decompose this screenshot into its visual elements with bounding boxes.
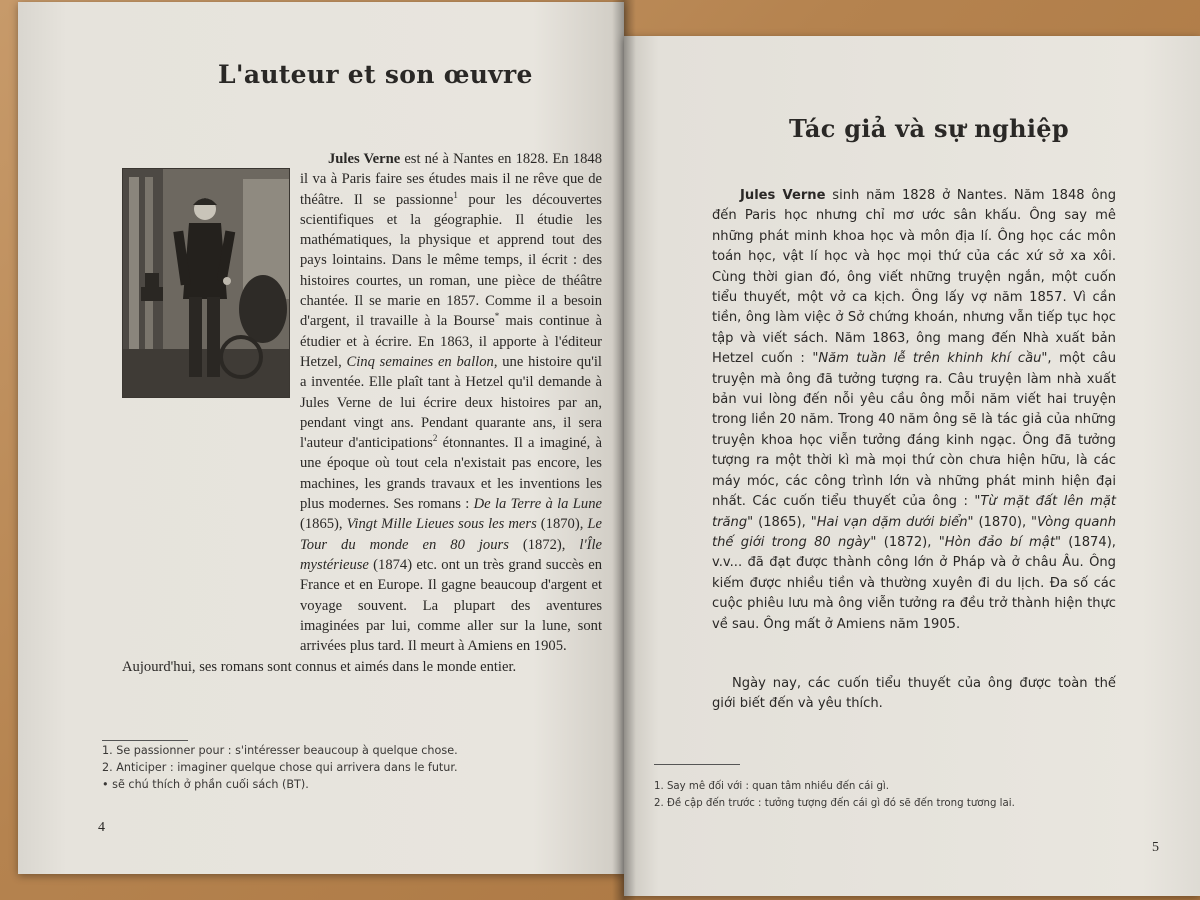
left-page-title: L'auteur et son œuvre [218, 60, 533, 89]
book-gutter-shadow [612, 0, 636, 900]
right-page-number: 5 [1152, 840, 1159, 855]
left-footnotes [102, 742, 602, 793]
right-footnotes [654, 778, 1154, 812]
footnote-star: • sẽ chú thích ở phần cuối sách (BT). [102, 778, 309, 791]
right-main-paragraph: Jules Verne sinh năm 1828 ở Nantes. Năm 1848 ông đến Paris học nhưng chỉ mơ ước sân khấu. Ông say mê những phát minh khoa học và môn địa lí. Ông học các môn toán học, vật lí học và học mọi thứ của các xứ sở xa xôi. Cùng thời gian đó, ông viết những truyện ngắn, một cuốn tiểu thuyết, một vở ca kịch. Ông lấy vợ năm 1857. Vì cần tiền, ông làm việc ở Sở chứng khoán, nhưng vẫn tiếp tục học tập và viết sách. Năm 1863, ông mang đến Nhà xuất bản Hetzel cuốn : "Năm tuần lễ trên khinh khí cầu", một câu truyện mà ông đã tưởng tượng ra. Câu truyện làm nhà xuất bản vui lòng đến nỗi yêu cầu ông mỗi năm viết hai truyện trong liền 20 năm. Trong 40 năm ông sẽ là tác giả của những truyện khoa học viễn tưởng đáng kinh ngạc. Ông đã tưởng tượng ra một thời kì mà mọi thứ còn chưa hiện hữu, là các máy móc, các công trình lớn và những phát minh hiện đại nhất. Các cuốn tiểu thuyết của ông : "Từ mặt đất lên mặt trăng" (1865), "Hai vạn dặm dưới biển" (1870), "Vòng quanh thế giới trong 80 ngày" (1872), "Hòn đảo bí mật" (1874), v.v... đã đạt được thành công lớn ở Pháp và ở châu Âu. Ông kiếm được nhiều tiền và thường xuyên đi du lịch. Đa số các cuộc phiêu lưu mà ông viễn tưởng ra đều trở thành hiện thực về sau. Ông mất ở Amiens năm 1905. [712, 188, 1117, 632]
footnote-2: 2. Anticiper : imaginer quelque chose qui arrivera dans le futur. [102, 761, 458, 774]
footnote-2-vi: 2. Đề cập đến trước : tưởng tượng đến cái gì đó sẽ đến trong tương lai. [654, 798, 1015, 809]
left-closing-paragraph: Aujourd'hui, ses romans sont connus et aimés dans le monde entier. [122, 659, 517, 675]
footnote-1-vi: 1. Say mê đối với : quan tâm nhiều đến cái gì. [654, 781, 889, 792]
author-name-vi: Jules Verne [740, 188, 826, 203]
author-name: Jules Verne [328, 151, 401, 167]
left-page-number: 4 [98, 820, 105, 835]
right-page [624, 36, 1200, 896]
left-intro-paragraph: Jules Verne est né à Nantes en 1828. En 1848 il va à Paris faire ses études mais il ne rêve que de théâtre. Il se passionne$^1$ pour les découvertes scientifiques et la géographie. Il étudie les mathématiques, la physique et apprend tout des pays lointains. Dans le même temps, il écrit : des histoires courtes, un roman, une pièce de théâtre chantée. Il se marie en 1857. Comme il a besoin d'argent, il travaille à la Bourse* mais continue à étudier et à écrire. En 1863, il apporte à l'éditeur Hetzel, Cinq semaines en ballon, une histoire qu'il a inventée. Elle plaît tant à Hetzel qu'il demande à Jules Verne de lui écrire deux histoires par an, pendant vingt ans. Pendant quarante ans, il sera l'auteur d'anticipations$^2$ étonnantes. Il a imaginé, à une époque où tout cela n'existait pas encore, les machines, les grands travaux et les inventions les plus modernes. Ses romans : De la Terre à la Lune (1865), Vingt Mille Lieues sous les mers (1870), Le Tour du monde en 80 jours (1872), l'Île mystérieuse (1874) etc. ont un très grand succès en France et en Europe. Il gagne beaucoup d'argent et voyage souvent. La plupart des aventures imaginées par lui, comme aller sur la lune, sont arrivées plus tard. Il meurt à Amiens en 1905. [300, 151, 603, 655]
left-page [18, 2, 624, 874]
right-footnote-rule [654, 764, 740, 765]
jules-verne-portrait-engraving [122, 168, 290, 398]
footnote-1: 1. Se passionner pour : s'intéresser beaucoup à quelque chose. [102, 744, 458, 757]
right-page-title: Tác giả và sự nghiệp [789, 114, 1069, 143]
left-footnote-rule [102, 740, 188, 741]
right-closing-paragraph: Ngày nay, các cuốn tiểu thuyết của ông được toàn thế giới biết đến và yêu thích. [712, 676, 1116, 712]
